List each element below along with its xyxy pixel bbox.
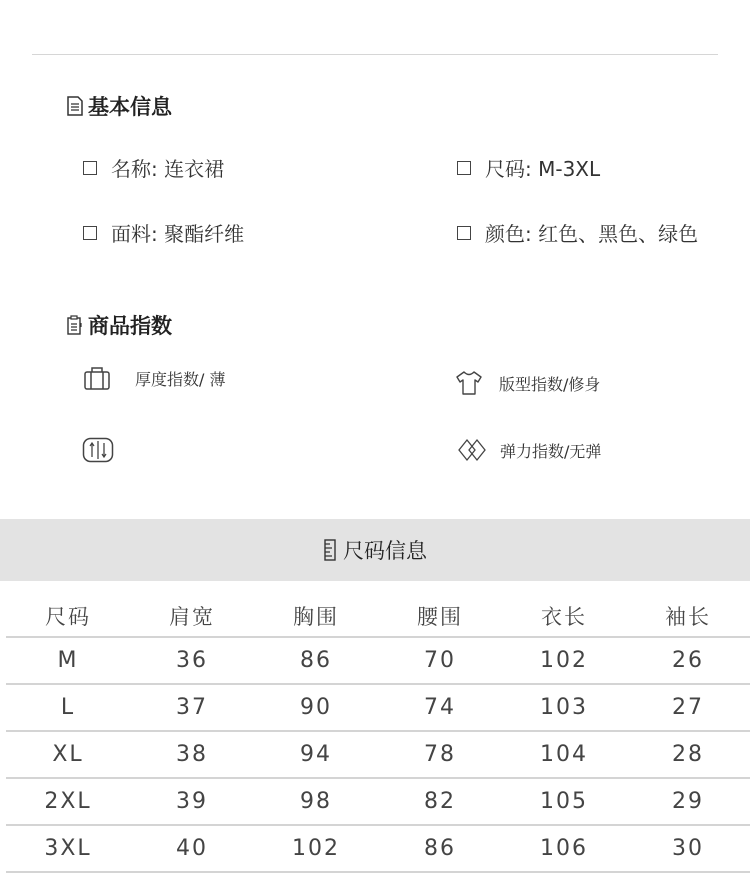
table-cell: 105 [502,778,626,825]
table-cell: 29 [626,778,750,825]
diamond-icon [458,438,486,462]
attribute-label: 颜色: 红色、黑色、绿色 [485,222,699,246]
product-index-heading [66,310,172,340]
attribute-item [83,218,244,247]
table-cell: 26 [626,637,750,684]
table-row [6,825,750,872]
pants-icon [82,437,114,463]
attribute-item [83,153,224,182]
document-icon [66,96,84,116]
column-header: 腰围 [378,596,502,637]
table-cell: 86 [254,637,378,684]
column-header: 袖长 [626,596,750,637]
table-cell: XL [6,731,130,778]
clipboard-icon [66,315,84,335]
table-cell: 39 [130,778,254,825]
table-row [6,684,750,731]
checkbox-icon [457,226,471,240]
column-header: 胸围 [254,596,378,637]
index-item-blank [82,437,114,463]
table-row [6,778,750,825]
basic-info-heading [66,91,172,121]
table-cell: 102 [502,637,626,684]
ruler-icon [323,539,337,561]
checkbox-icon [83,161,97,175]
table-cell: 27 [626,684,750,731]
table-cell: 90 [254,684,378,731]
size-info-title: 尺码信息 [343,539,427,563]
top-divider [32,54,718,55]
index-label: 厚度指数/ 薄 [135,369,226,389]
table-cell: 28 [626,731,750,778]
table-cell: 82 [378,778,502,825]
table-row [6,731,750,778]
index-label: 版型指数/修身 [499,374,601,394]
table-row [6,637,750,684]
table-cell: 103 [502,684,626,731]
table-cell: M [6,637,130,684]
table-cell: 2XL [6,778,130,825]
checkbox-icon [457,161,471,175]
attribute-label: 面料: 聚酯纤维 [111,222,245,246]
table-cell: 70 [378,637,502,684]
table-cell: 40 [130,825,254,872]
index-item-elasticity [458,438,601,462]
size-table [6,596,750,873]
table-cell: 94 [254,731,378,778]
size-info-heading [323,535,427,565]
table-cell: 37 [130,684,254,731]
column-header: 肩宽 [130,596,254,637]
index-item-fit [455,370,600,396]
table-cell: 78 [378,731,502,778]
basic-info-title: 基本信息 [88,95,172,119]
bag-icon [83,365,111,391]
table-cell: 102 [254,825,378,872]
table-cell: 36 [130,637,254,684]
tshirt-icon [455,370,483,396]
table-cell: 86 [378,825,502,872]
table-cell: 74 [378,684,502,731]
attribute-label: 尺码: M-3XL [485,157,601,181]
table-cell: 30 [626,825,750,872]
table-header-row [6,596,750,637]
checkbox-icon [83,226,97,240]
product-index-title: 商品指数 [88,314,172,338]
attribute-item [457,218,698,247]
table-cell: L [6,684,130,731]
table-cell: 98 [254,778,378,825]
size-info-band [0,519,750,581]
table-cell: 106 [502,825,626,872]
attribute-label: 名称: 连衣裙 [111,157,225,181]
index-item-thickness [83,365,225,391]
column-header: 尺码 [6,596,130,637]
table-cell: 104 [502,731,626,778]
attribute-item [457,153,600,182]
column-header: 衣长 [502,596,626,637]
index-label: 弹力指数/无弹 [500,441,602,461]
table-cell: 38 [130,731,254,778]
table-cell: 3XL [6,825,130,872]
